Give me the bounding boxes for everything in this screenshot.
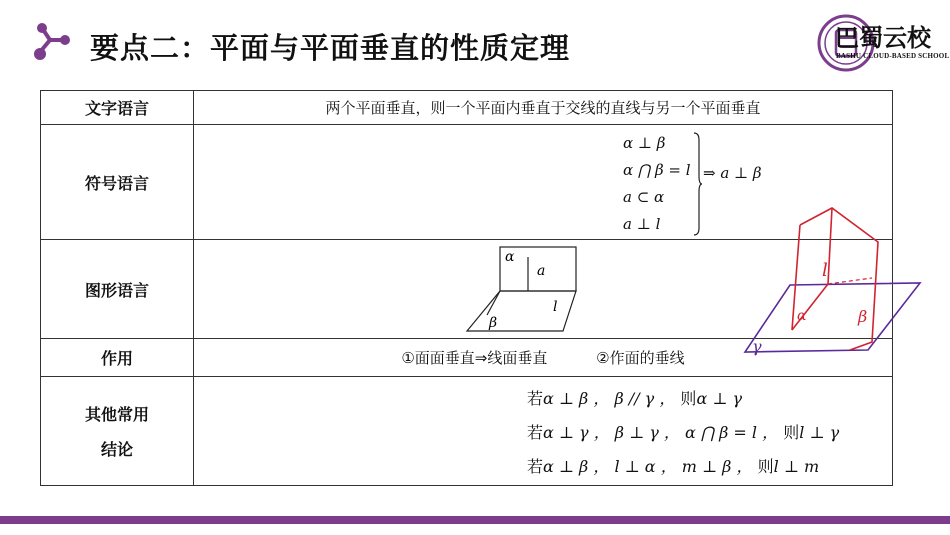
- school-name: 巴蜀云校: [835, 23, 931, 52]
- condition-line: a ⊥ l: [623, 215, 661, 233]
- line-l-label: l: [553, 299, 558, 315]
- function-item-1: ①面面垂直⇒线面垂直: [401, 349, 548, 367]
- row-label: 其他常用: [84, 405, 149, 424]
- row-label: 图形语言: [41, 240, 194, 339]
- annotation-beta: β: [858, 307, 868, 326]
- table-row: [41, 91, 893, 125]
- alpha-label: α: [505, 249, 515, 265]
- annotation-alpha: α: [797, 308, 807, 324]
- symbol-statement: [195, 126, 891, 238]
- annotation-gamma: γ: [752, 337, 762, 356]
- annotation-l: l: [822, 260, 828, 281]
- table-row: [41, 125, 893, 240]
- row-label: 作用: [41, 339, 194, 377]
- table-row: [41, 240, 893, 339]
- table-row: [41, 339, 893, 377]
- text-statement: 两个平面垂直，则一个平面内垂直于交线的直线与另一个平面垂直: [194, 91, 893, 125]
- bottom-accent-bar: [0, 516, 950, 524]
- theorem-table: [40, 90, 893, 486]
- conclusion-item: 若α ⊥ β ， β // γ ， 则α ⊥ γ: [527, 389, 743, 408]
- function-item-2: ②作面的垂线: [596, 349, 685, 367]
- conclusion-item: 若α ⊥ γ ， β ⊥ γ ， α ⋂ β = l ， 则l ⊥ γ: [527, 423, 840, 442]
- conclusion: ⇒ a ⊥ β: [703, 164, 762, 182]
- conclusion-item: 若α ⊥ β ， l ⊥ α ， m ⊥ β ， 则l ⊥ m: [527, 457, 820, 476]
- plane-figure: [195, 241, 891, 337]
- header: [0, 0, 950, 90]
- condition-line: α ⋂ β = l: [623, 161, 691, 179]
- condition-line: a ⊂ α: [623, 188, 665, 206]
- row-label: 结论: [100, 440, 133, 459]
- beta-label: β: [489, 315, 498, 331]
- conclusion-list: [195, 378, 891, 484]
- row-label: 符号语言: [41, 125, 194, 240]
- row-label: 文字语言: [41, 91, 194, 125]
- perpendicular-planes-diagram: [465, 243, 595, 335]
- table-row: [41, 377, 893, 486]
- right-brace: [693, 132, 703, 236]
- condition-line: α ⊥ β: [623, 134, 666, 152]
- molecule-icon: [30, 20, 72, 64]
- school-name-en: BASHU CLOUD-BASED SCHOOL: [836, 52, 950, 60]
- line-a-label: a: [537, 263, 546, 279]
- page-title: 要点二：平面与平面垂直的性质定理: [90, 31, 571, 65]
